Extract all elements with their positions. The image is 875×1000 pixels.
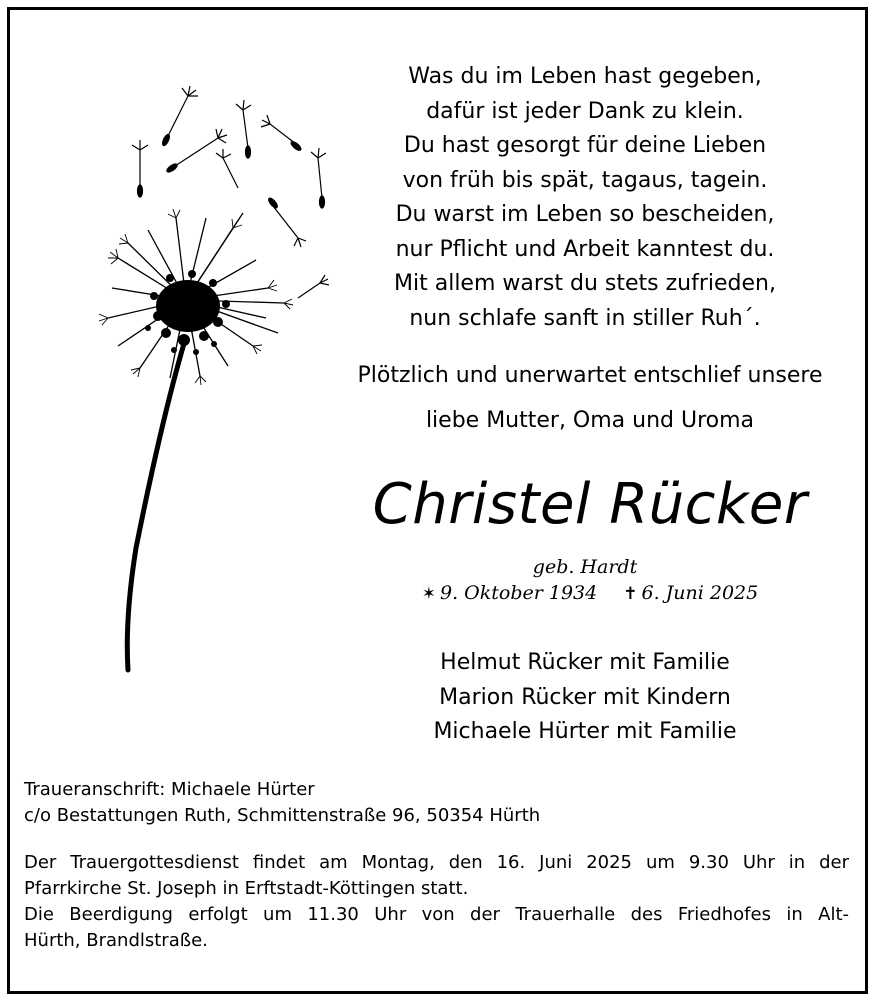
burial-line: Hürth, Brandlstraße. <box>24 930 208 951</box>
service-info <box>24 850 849 954</box>
poem-line: Du warst im Leben so bescheiden, <box>395 202 775 227</box>
address-line: Traueranschrift: Michaele Hürter <box>24 779 315 800</box>
mourner: Helmut Rücker mit Familie <box>440 650 730 675</box>
address-line: c/o Bestattungen Ruth, Schmittenstraße 96, 50354 Hürth <box>24 805 541 826</box>
poem-line: nur Pflicht und Arbeit kanntest du. <box>395 236 775 262</box>
life-dates <box>350 582 830 604</box>
birth-date: 9. Oktober 1934 <box>440 582 598 604</box>
obituary-frame <box>7 7 868 994</box>
poem-line: dafür ist jeder Dank zu klein. <box>426 98 744 124</box>
mourning-address <box>24 777 849 829</box>
dandelion-illustration <box>88 78 338 678</box>
death-date: 6. Juni 2025 <box>641 582 759 604</box>
poem-line: Mit allem warst du stets zufrieden, <box>394 271 776 296</box>
mourners-list <box>340 646 830 750</box>
poem-line: von früh bis spät, tagaus, tagein. <box>402 167 768 193</box>
relationship-line: liebe Mutter, Oma und Uroma <box>425 408 755 433</box>
poem <box>335 60 835 336</box>
mourner: Michaele Hürter mit Familie <box>433 719 737 744</box>
death-cross-icon: ✝ <box>623 584 638 604</box>
deceased-name: Christel Rücker <box>372 472 808 537</box>
service-line: Der Trauergottesdienst findet am Montag, den 16. Juni 2025 um 9.30 Uhr in der <box>24 852 849 873</box>
birth-name: geb. Hardt <box>532 556 638 578</box>
mourner: Marion Rücker mit Kindern <box>439 684 731 710</box>
birth-star-icon: ✶ <box>421 584 437 604</box>
burial-line: Die Beerdigung erfolgt um 11.30 Uhr von der Trauerhalle des Friedhofes in Alt- <box>24 904 849 925</box>
announcement-line: Plötzlich und unerwartet entschlief unsere <box>357 363 823 388</box>
service-line: Pfarrkirche St. Joseph in Erftstadt-Köttingen statt. <box>24 878 469 899</box>
poem-line: Was du im Leben hast gegeben, <box>408 64 762 89</box>
poem-line: nun schlafe sanft in stiller Ruh´. <box>409 305 761 331</box>
poem-line: Du hast gesorgt für deine Lieben <box>403 133 767 158</box>
